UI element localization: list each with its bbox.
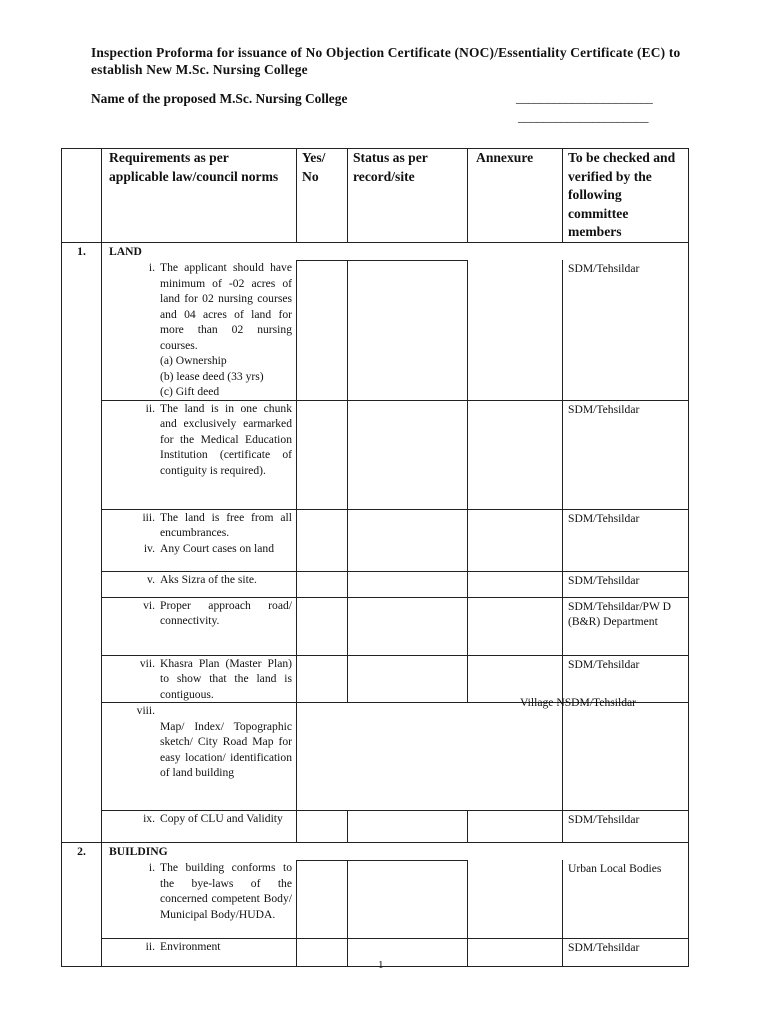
table-row (62, 571, 689, 597)
roman-numeral: vii. (139, 656, 155, 670)
roman-numeral: iv. (143, 541, 155, 555)
yes-no-cell[interactable] (297, 860, 348, 938)
yes-no-cell[interactable] (297, 571, 348, 597)
college-name-blank-line-2: _____________________ (518, 109, 649, 124)
yes-no-cell[interactable] (297, 400, 348, 509)
header-verify: To be checked and verified by the following committee members (563, 149, 689, 243)
yes-no-cell[interactable] (297, 597, 348, 655)
college-name-label: Name of the proposed M.Sc. Nursing College (91, 91, 348, 106)
verifier-cell: SDM/Tehsildar/PW D (B&R) Department (563, 597, 689, 655)
requirement-text: The applicant should have minimum of -02 acres of land for 02 nursing courses and 04 acres of land for more than 02 nursing courses. (160, 261, 292, 352)
roman-numeral: iii. (142, 510, 155, 524)
roman-numeral: ix. (143, 812, 155, 825)
yes-no-cell[interactable] (297, 811, 348, 843)
table-row (62, 703, 689, 811)
roman-numeral: ii. (145, 401, 155, 415)
yes-no-cell[interactable] (297, 655, 348, 703)
verifier-cell: SDM/Tehsildar (563, 811, 689, 843)
page-number: 1 (378, 959, 384, 971)
table-row (62, 938, 689, 966)
verifier-cell: SDM/Tehsildar (563, 509, 689, 571)
requirement-text: Environment (160, 939, 221, 953)
college-name-blank-line: ______________________ (516, 90, 653, 105)
status-cell[interactable] (348, 655, 468, 703)
verifier-cell: SDM/Tehsildar (563, 938, 689, 966)
table-row (62, 597, 689, 655)
roman-numeral: i. (148, 261, 155, 274)
status-cell[interactable] (348, 938, 468, 966)
table-row (62, 260, 689, 400)
annexure-cell[interactable] (468, 938, 563, 966)
roman-numeral: i. (148, 861, 155, 874)
annexure-cell[interactable] (468, 260, 563, 400)
requirement-option: (a) Ownership (160, 354, 227, 367)
document-title: Inspection Proforma for issuance of No Objection Certificate (NOC)/Essentiality Certificate (EC) to establish New M.Sc. Nursing College (91, 45, 681, 77)
verifier-cell (563, 703, 689, 811)
yes-no-cell[interactable] (297, 938, 348, 966)
requirement-option: (b) lease deed (33 yrs) (160, 369, 264, 383)
annexure-cell[interactable] (468, 400, 563, 509)
requirement-text: Map/ Index/ Topographic sketch/ City Road Map for easy location/ identification of land building (160, 719, 292, 779)
status-cell[interactable] (348, 260, 468, 400)
annexure-cell[interactable] (468, 597, 563, 655)
section-title: BUILDING (102, 843, 689, 861)
verifier-cell: SDM/Tehsildar (563, 571, 689, 597)
section-number: 2. (62, 843, 102, 967)
annexure-cell[interactable] (468, 703, 563, 811)
requirement-text: The land is free from all encumbrances. (160, 510, 292, 540)
verifier-cell: SDM/Tehsildar (563, 260, 689, 400)
roman-numeral: v. (147, 572, 155, 586)
table-row (62, 811, 689, 843)
header-yes-no: Yes/ No (297, 149, 348, 243)
status-cell[interactable] (348, 597, 468, 655)
status-cell[interactable] (348, 571, 468, 597)
requirement-text: Proper approach road/ connectivity. (160, 598, 292, 627)
section-row-building (62, 843, 689, 861)
overlapping-verifier-text: Village NSDM/Tehsildar (520, 696, 637, 709)
status-cell[interactable] (348, 509, 468, 571)
status-cell[interactable] (348, 703, 468, 811)
requirement-text: Aks Sizra of the site. (160, 572, 257, 586)
requirement-text: Khasra Plan (Master Plan) to show that the land is contiguous. (160, 656, 292, 701)
yes-no-cell[interactable] (297, 703, 348, 811)
annexure-cell[interactable] (468, 571, 563, 597)
annexure-cell[interactable] (468, 509, 563, 571)
requirement-option: (c) Gift deed (160, 385, 220, 398)
status-cell[interactable] (348, 400, 468, 509)
roman-numeral: viii. (136, 704, 155, 717)
section-number: 1. (62, 243, 102, 843)
annexure-cell[interactable] (468, 811, 563, 843)
annexure-cell[interactable] (468, 860, 563, 938)
verifier-cell: SDM/Tehsildar (563, 655, 689, 703)
yes-no-cell[interactable] (297, 260, 348, 400)
roman-numeral: ii. (145, 939, 155, 953)
roman-numeral: vi. (143, 598, 155, 612)
header-annexure: Annexure (468, 149, 563, 243)
table-row (62, 400, 689, 509)
inspection-table (61, 148, 689, 967)
section-title: LAND (102, 243, 689, 261)
section-row-land (62, 243, 689, 261)
verifier-cell: SDM/Tehsildar (563, 400, 689, 509)
header-requirements: Requirements as per applicable law/council norms (102, 149, 297, 243)
header-status: Status as per record/site (348, 149, 468, 243)
requirement-text: Any Court cases on land (160, 541, 274, 555)
yes-no-cell[interactable] (297, 509, 348, 571)
status-cell[interactable] (348, 811, 468, 843)
header-serial (62, 149, 102, 243)
table-row (62, 860, 689, 938)
requirement-text: Copy of CLU and Validity (160, 812, 283, 825)
table-header-row (62, 149, 689, 243)
requirement-text: The land is in one chunk and exclusively earmarked for the Medical Education Institution (certificate of contiguity is required). (160, 401, 292, 477)
requirement-text: The building conforms to the bye-laws of the concerned competent Body/ Municipal Body/HUDA. (160, 861, 292, 921)
table-row (62, 509, 689, 571)
status-cell[interactable] (348, 860, 468, 938)
verifier-cell: Urban Local Bodies (563, 860, 689, 938)
